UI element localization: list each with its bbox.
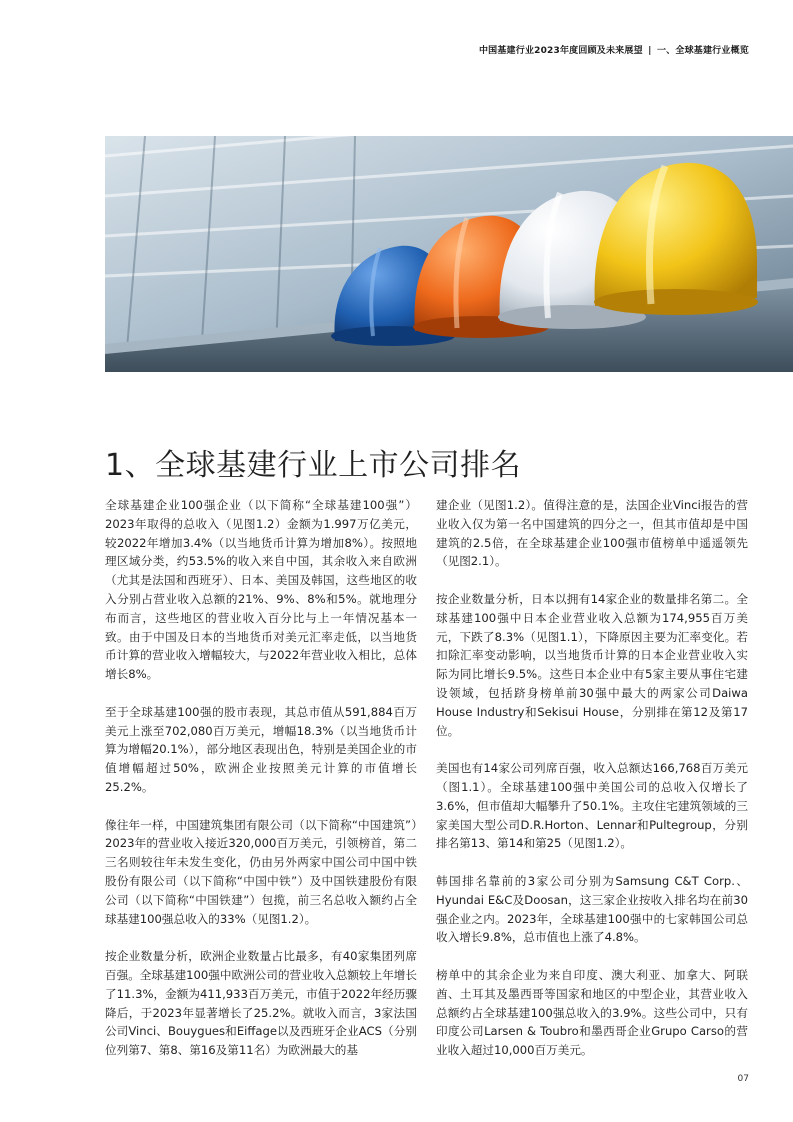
report-title: 中国基建行业2023年度回顾及未来展望	[478, 46, 643, 56]
paragraph: 全球基建企业100强企业（以下简称“全球基建100强”）2023年取得的总收入（见图1.2）金额为1.997万亿美元，较2022年增加3.4%（以当地货币计算为增加8%）。按照地理区域分类，约53.5%的收入来自中国，其余收入来自欧洲（尤其是法国和西班牙）、日本、美国及韩国，这些地区的收入分别占营业收入总额的21%、9%、8%和5%。就地理分布而言，这些地区的营业收入百分比与上一年情况基本一致。由于中国及日本的当地货币对美元汇率走低，以当地货币计算的营业收入增幅较大，与2022年营业收入相比，总体增长8%。	[105, 498, 417, 682]
paragraph: 按企业数量分析，日本以拥有14家企业的数量排名第二。全球基建100强中日本企业营业收入总额为174,955百万美元，下跌了8.3%（见图1.1），下降原因主要为汇率变化。若扣除汇率变动影响，以当地货币计算的日本企业营业收入实际为同比增长9.5%。这些日本企业中有5家主要从事住宅建设领域，包括跻身榜单前30强中最大的两家公司Daiwa House Industry和Sekisui House，分别排在第12及第17位。	[436, 591, 748, 738]
paragraph: 建企业（见图1.2）。值得注意的是，法国企业Vinci报告的营业收入仅为第一名中国建筑的四分之一，但其市值却是中国建筑的2.5倍，在全球基建企业100强市值榜单中遥遥领先（见图2.1）。	[436, 498, 748, 569]
page-number: 07	[737, 1074, 749, 1084]
paragraph: 美国也有14家公司列席百强，收入总额达166,768百万美元（图1.1）。全球基建100强中美国公司的总收入仅增长了3.6%，但市值却大幅攀升了50.1%。主攻住宅建筑领域的三家美国大型公司D.R.Horton、Lennar和Pultegroup，分别排名第13、第14和第25（见图1.2）。	[436, 761, 748, 851]
header-separator: |	[648, 46, 652, 56]
paragraph: 榜单中的其余企业为来自印度、澳大利亚、加拿大、阿联酋、土耳其及墨西哥等国家和地区的中型企业，其营业收入总额约占全球基建100强总收入的3.9%。这些公司中，只有印度公司Larsen & Toubro和墨西哥企业Grupo Carso的营业收入超过10,000百万美元。	[436, 967, 748, 1058]
paragraph: 按企业数量分析，欧洲企业数量占比最多，有40家集团列席百强。全球基建100强中欧洲公司的营业收入总额较上年增长了11.3%，金额为411,933百万美元，市值于2022年经历骤降后，于2023年显著增长了25.2%。就收入而言，3家法国公司Vinci、Bouygues和Eiffage以及西班牙企业ACS（分别位列第7、第8、第16及第11名）为欧洲最大的基	[105, 949, 417, 1058]
right-text-column	[436, 496, 748, 1079]
paragraph: 韩国排名靠前的3家公司分别为Samsung C&T Corp.、Hyundai E&C及Doosan，这三家企业按收入排名均在前30强企业之内。2023年，全球基建100强中的七家韩国公司总收入增长9.8%，总市值也上涨了4.8%。	[436, 873, 748, 945]
construction-helmets-image	[105, 136, 793, 372]
chapter-title: 一、全球基建行业概览	[656, 46, 749, 56]
left-text-column	[105, 496, 417, 1079]
paragraph: 至于全球基建100强的股市表现，其总市值从591,884百万美元上涨至702,080百万美元，增幅18.3%（以当地货币计算为增幅20.1%），部分地区表现出色，特别是美国企业的市值增幅超过50%，欧洲企业按照美元计算的市值增长25.2%。	[105, 704, 417, 794]
hero-image	[105, 136, 793, 372]
section-title: 1、全球基建行业上市公司排名	[105, 448, 522, 484]
paragraph: 像往年一样，中国建筑集团有限公司（以下简称“中国建筑”）2023年的营业收入接近320,000百万美元，引领榜首，第二三名则较往年未发生变化，仍由另外两家中国公司中国中铁股份有限公司（以下简称“中国中铁”）及中国铁建股份有限公司（以下简称“中国铁建”）包揽，前三名总收入额约占全球基建100强总收入的33%（见图1.2）。	[105, 817, 417, 926]
running-header	[300, 43, 749, 56]
